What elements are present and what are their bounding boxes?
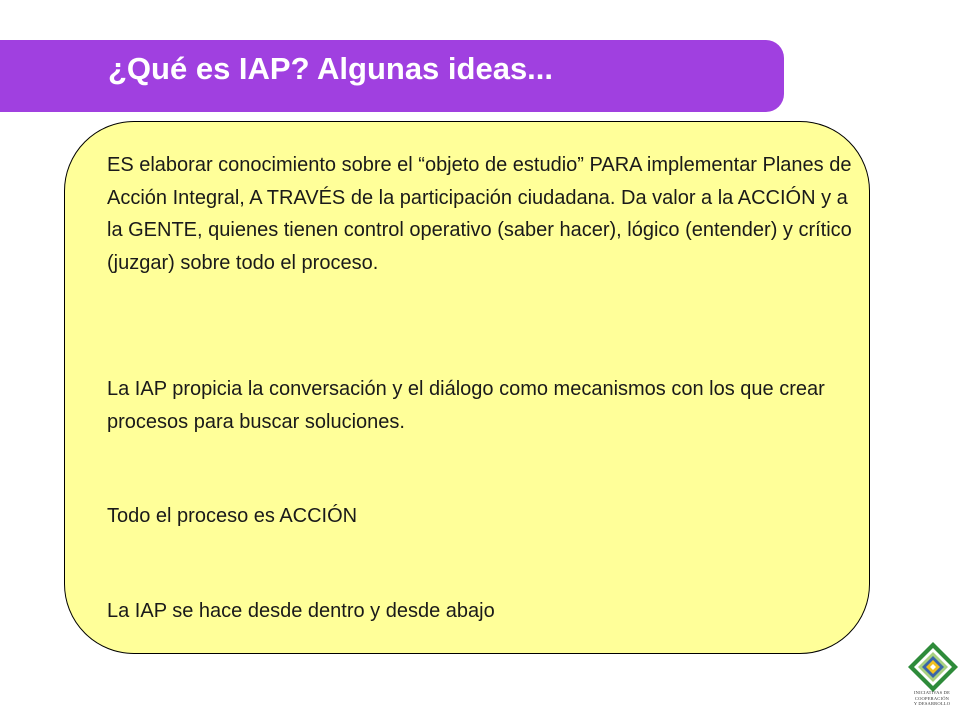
slide-title: ¿Qué es IAP? Algunas ideas... [108,51,554,86]
paragraph-dialogue: La IAP propicia la conversación y el diálogo como mecanismos con los que crear procesos para buscar soluciones. [107,378,825,433]
nested-diamond-logo-icon [906,640,960,720]
logo-caption-line3: Y DESARROLLO [913,701,951,706]
logo-caption-line2: COOPERACIÓN [914,695,950,701]
logo-caption-line1: INICIATIVAS DE [913,690,951,695]
paragraph-definition: ES elaborar conocimiento sobre el “objeto de estudio” PARA implementar Planes de Acción Integral, A TRAVÉS de la participación ciudadana. Da valor a la ACCIÓN y a la GENTE, quienes tienen control operativo (saber hacer), lógico (entender) y crítico (juzgar) sobre todo el proceso. [107,154,852,274]
paragraph-action: Todo el proceso es ACCIÓN [107,505,358,527]
logo-caption [903,690,960,707]
paragraph-from-within: La IAP se hace desde dentro y desde abajo [107,600,495,622]
